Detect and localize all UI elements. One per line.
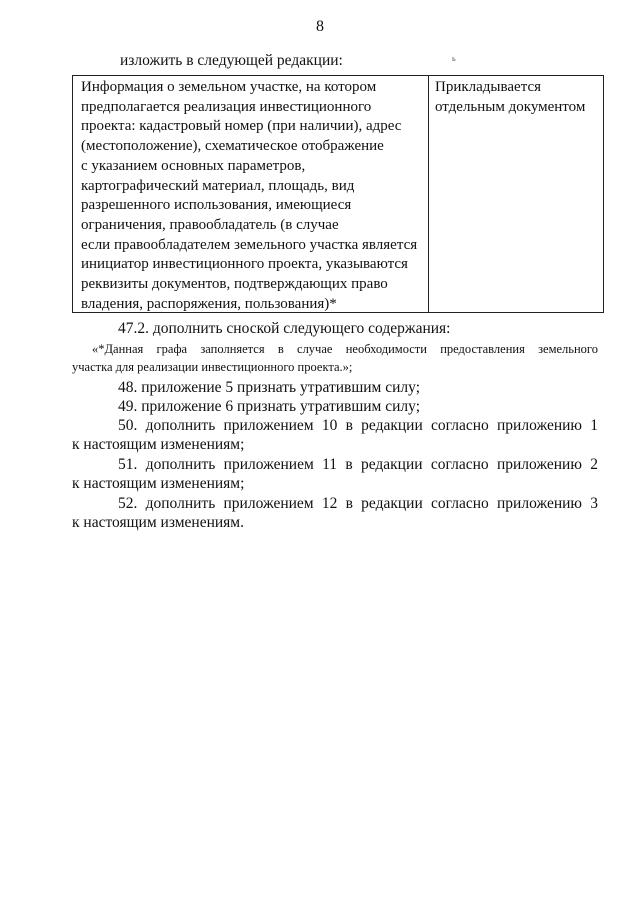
paragraph-51-line-2: к настоящим изменениям; xyxy=(72,475,245,492)
paragraph-52-line-1: 52. дополнить приложением 12 в редакции согласно приложению 3 xyxy=(118,495,598,512)
cell-text-line: реквизиты документов, подтверждающих право xyxy=(81,276,388,293)
paragraph-50-line-1: 50. дополнить приложением 10 в редакции согласно приложению 1 xyxy=(118,417,598,434)
cell-text-line: (местоположение), схематическое отображение xyxy=(81,138,384,155)
cell-text-line: картографический материал, площадь, вид xyxy=(81,177,355,194)
cell-text-line: разрешенного использования, имеющиеся xyxy=(81,197,352,214)
cell-text-line: Прикладывается xyxy=(435,79,541,95)
paragraph-48: 48. приложение 5 признать утратившим силу; xyxy=(118,379,421,396)
paragraph-47-2: 47.2. дополнить сноской следующего содержания: xyxy=(118,320,451,337)
table-cell-note xyxy=(429,76,603,312)
paragraph-52-line-2: к настоящим изменениям. xyxy=(72,514,244,531)
scan-mark: ь xyxy=(452,54,456,63)
page-number: 8 xyxy=(316,18,324,35)
cell-text-line: с указанием основных параметров, xyxy=(81,157,306,174)
footnote-text-line-2: участка для реализации инвестиционного проекта.»; xyxy=(72,360,353,374)
footnote-text-line-1: «*Данная графа заполняется в случае необходимости предоставления земельного xyxy=(92,342,598,356)
cell-text-line: если правообладателем земельного участка является xyxy=(81,236,418,253)
paragraph-51-line-1: 51. дополнить приложением 11 в редакции согласно приложению 2 xyxy=(118,456,598,473)
table-cell-description xyxy=(73,76,429,312)
cell-text-line: ограничения, правообладатель (в случае xyxy=(81,216,339,233)
intro-text: изложить в следующей редакции: xyxy=(120,52,343,69)
cell-text-line: проекта: кадастровый номер (при наличии), адрес xyxy=(81,118,402,135)
cell-text-line: Информация о земельном участке, на котором xyxy=(81,79,377,95)
cell-text-line: владения, распоряжения, пользования)* xyxy=(81,295,337,312)
paragraph-49: 49. приложение 6 признать утратившим силу; xyxy=(118,398,421,415)
paragraph-50-line-2: к настоящим изменениям; xyxy=(72,436,245,453)
cell-text-line: отдельным документом xyxy=(435,98,586,115)
info-table xyxy=(72,75,604,313)
cell-text-line: инициатор инвестиционного проекта, указываются xyxy=(81,256,408,273)
cell-text-line: предполагается реализация инвестиционного xyxy=(81,98,372,115)
